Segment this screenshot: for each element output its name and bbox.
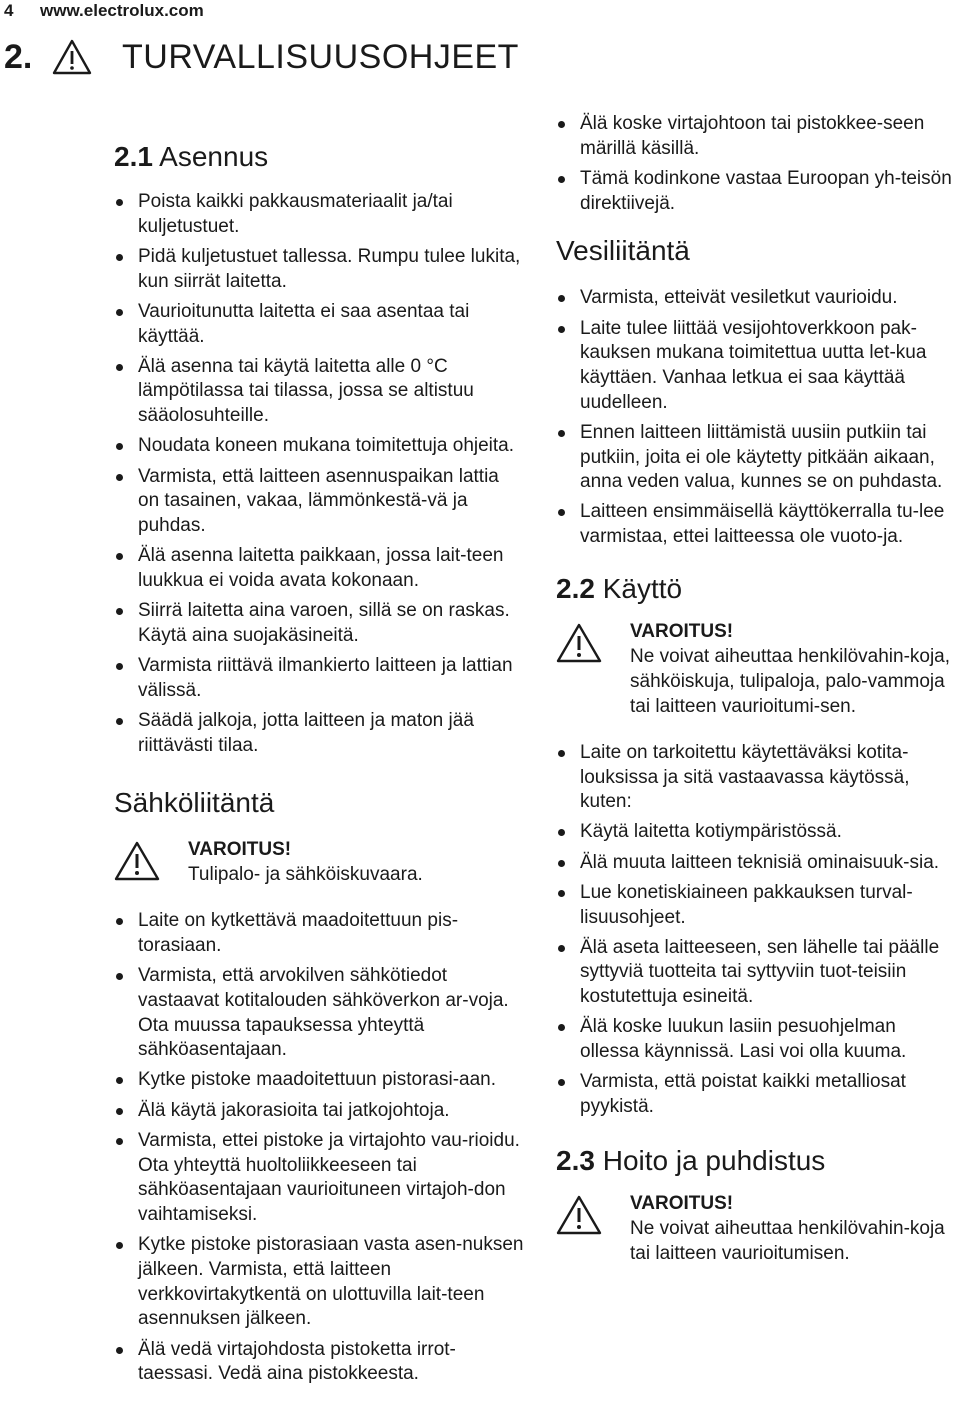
water-heading: Vesiliitäntä — [556, 235, 690, 267]
list-item: Varmista, etteivät vesiletkut vaurioidu. — [556, 286, 960, 311]
list-item: Laite on kytkettävä maadoitettuun pis-torasiaan. — [114, 909, 524, 958]
use-warning — [556, 620, 960, 719]
warning-title: VAROITUS! — [188, 839, 292, 861]
list-item: Siirrä laitetta aina varoen, sillä se on raskas. Käytä aina suojakäsineitä. — [114, 599, 524, 648]
list-item: Pidä kuljetustuet tallessa. Rumpu tulee lukita, kun siirrät laitetta. — [114, 245, 524, 294]
water-list — [556, 286, 960, 550]
care-heading — [556, 1144, 960, 1178]
list-item: Käytä laitetta kotiympäristössä. — [556, 820, 960, 845]
list-item: Varmista, että poistat kaikki metalliosat pyykistä. — [556, 1070, 960, 1119]
list-item: Älä koske virtajohtoon tai pistokkee-seen märillä käsillä. — [556, 112, 960, 161]
warning-triangle-icon — [556, 1194, 602, 1236]
section-number: 2. — [4, 38, 33, 76]
care-number: 2.3 — [556, 1144, 595, 1176]
installation-list — [114, 190, 524, 758]
list-item: Laitteen ensimmäisellä käyttökerralla tu-lee varmistaa, ettei laitteessa ole vuoto-ja. — [556, 500, 960, 549]
use-number: 2.2 — [556, 572, 595, 604]
installation-title: Asennus — [159, 141, 269, 172]
list-item: Lue konetiskiaineen pakkauksen turval-lisuusohjeet. — [556, 881, 960, 930]
left-column — [114, 140, 524, 1392]
care-title: Hoito ja puhdistus — [602, 1144, 826, 1176]
use-heading — [556, 572, 960, 606]
list-item: Älä asenna laitetta paikkaan, jossa lait-teen luukkua ei voida avata kokonaan. — [114, 544, 524, 593]
warning-title: VAROITUS! — [630, 620, 734, 642]
list-item: Älä koske luukun lasiin pesuohjelman ollessa käynnissä. Lasi voi olla kuuma. — [556, 1015, 960, 1064]
page-number: 4 — [4, 1, 14, 20]
installation-number: 2.1 — [114, 141, 153, 172]
section-heading — [4, 36, 624, 86]
list-item: Kytke pistoke pistorasiaan vasta asen-nuksen jälkeen. Varmista, että laitteen verkkovirtakytkentä on ulottuvilla lait-teen asennuksen jälkeen. — [114, 1233, 524, 1332]
installation-heading — [114, 140, 524, 174]
warning-triangle-icon — [114, 840, 160, 882]
list-item: Älä aseta laitteeseen, sen lähelle tai päälle syttyviä tuotteita tai syttyviin tuot-teisiin kostutettuja esineitä. — [556, 936, 960, 1010]
right-column — [556, 112, 960, 1288]
list-item: Varmista, että arvokilven sähkötiedot vastaavat kotitalouden sähköverkon ar-voja. Ota muussa tapauksessa yhteyttä sähköasentajaan. — [114, 964, 524, 1063]
page-header — [0, 0, 960, 24]
electrical-warning — [114, 838, 524, 887]
list-item: Laite tulee liittää vesijohtoverkkoon pak-kauksen mukana toimitettua uutta let-kua käyttäen. Vanhaa letkua ei saa käyttää uudelleen. — [556, 317, 960, 416]
list-item: Tämä kodinkone vastaa Euroopan yh-teisön direktiivejä. — [556, 167, 960, 216]
use-title: Käyttö — [602, 572, 683, 604]
warning-triangle-icon — [52, 38, 92, 76]
electrical-list — [114, 909, 524, 1387]
website-url[interactable]: www.electrolux.com — [40, 1, 204, 20]
warning-text: Ne voivat aiheuttaa henkilövahin-koja tai laitteen vaurioitumisen. — [630, 1217, 945, 1264]
care-warning — [556, 1192, 960, 1266]
list-item: Älä muuta laitteen teknisiä ominaisuuk-sia. — [556, 851, 960, 876]
list-item: Ennen laitteen liittämistä uusiin putkiin tai putkiin, joita ei ole käytetty pitkään aikaan, anna veden valua, kunnes se on puhdasta. — [556, 421, 960, 495]
list-item: Poista kaikki pakkausmateriaalit ja/tai kuljetustuet. — [114, 190, 524, 239]
list-item: Vaurioitunutta laitetta ei saa asentaa tai käyttää. — [114, 300, 524, 349]
list-item: Säädä jalkoja, jotta laitteen ja maton jää riittävästi tilaa. — [114, 709, 524, 758]
section-title: TURVALLISUUSOHJEET — [122, 38, 519, 76]
list-item: Älä vedä virtajohdosta pistoketta irrot-taessasi. Vedä aina pistokkeesta. — [114, 1338, 524, 1387]
warning-title: VAROITUS! — [630, 1192, 734, 1214]
electrical-heading: Sähköliitäntä — [114, 787, 275, 819]
list-item: Älä käytä jakorasioita tai jatkojohtoja. — [114, 1099, 524, 1124]
use-list — [556, 741, 960, 1120]
list-item: Varmista riittävä ilmankierto laitteen ja lattian välissä. — [114, 654, 524, 703]
list-item: Varmista, ettei pistoke ja virtajohto vau-rioidu. Ota yhteyttä huoltoliikkeeseen tai sähköasentajaan vaurioituneen virtajoh-don vaihtamiseksi. — [114, 1129, 524, 1228]
warning-triangle-icon — [556, 622, 602, 664]
list-item: Varmista, että laitteen asennuspaikan lattia on tasainen, vakaa, lämmönkestä-vä ja puhdas. — [114, 465, 524, 539]
warning-text: Ne voivat aiheuttaa henkilövahin-koja, sähköiskuja, tulipaloja, palo-vammoja tai laitteen vaurioitumi-sen. — [630, 645, 951, 717]
warning-text: Tulipalo- ja sähköiskuvaara. — [188, 864, 423, 886]
list-item: Älä asenna tai käytä laitetta alle 0 °C lämpötilassa tai tilassa, jossa se altistuu sääolosuhteille. — [114, 355, 524, 429]
list-item: Noudata koneen mukana toimitettuja ohjeita. — [114, 434, 524, 459]
list-item: Laite on tarkoitettu käytettäväksi kotita-louksissa ja sitä vastaavassa käytössä, kuten: — [556, 741, 960, 815]
list-item: Kytke pistoke maadoitettuun pistorasi-aan. — [114, 1068, 524, 1093]
electrical-cont-list — [556, 112, 960, 216]
